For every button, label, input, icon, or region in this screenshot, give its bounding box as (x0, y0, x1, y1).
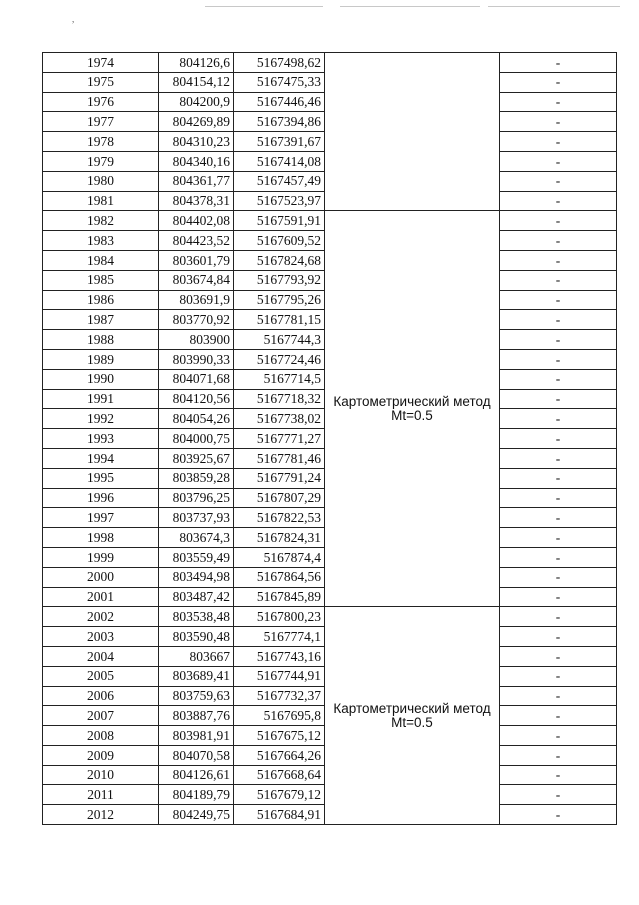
y-coordinate-cell: 5167732,37 (234, 686, 325, 706)
x-coordinate-cell: 803674,3 (159, 528, 234, 548)
accuracy-cell: - (500, 528, 617, 548)
accuracy-cell: - (500, 330, 617, 350)
accuracy-cell: - (500, 706, 617, 726)
x-coordinate-cell: 803667 (159, 646, 234, 666)
x-coordinate-cell: 803925,67 (159, 448, 234, 468)
y-coordinate-cell: 5167724,46 (234, 349, 325, 369)
y-coordinate-cell: 5167743,16 (234, 646, 325, 666)
x-coordinate-cell: 804340,16 (159, 151, 234, 171)
x-coordinate-cell: 803590,48 (159, 627, 234, 647)
y-coordinate-cell: 5167679,12 (234, 785, 325, 805)
x-coordinate-cell: 804000,75 (159, 429, 234, 449)
y-coordinate-cell: 5167744,91 (234, 666, 325, 686)
scan-edge-line (205, 6, 323, 7)
table-row (43, 607, 617, 627)
coordinates-table (42, 52, 617, 825)
accuracy-cell: - (500, 488, 617, 508)
accuracy-cell: - (500, 389, 617, 409)
x-coordinate-cell: 803770,92 (159, 310, 234, 330)
y-coordinate-cell: 5167391,67 (234, 132, 325, 152)
x-coordinate-cell: 804189,79 (159, 785, 234, 805)
point-number-cell: 1976 (43, 92, 159, 112)
x-coordinate-cell: 804269,89 (159, 112, 234, 132)
y-coordinate-cell: 5167791,24 (234, 468, 325, 488)
accuracy-cell: - (500, 369, 617, 389)
x-coordinate-cell: 804070,58 (159, 745, 234, 765)
y-coordinate-cell: 5167874,4 (234, 547, 325, 567)
x-coordinate-cell: 804423,52 (159, 231, 234, 251)
x-coordinate-cell: 803796,25 (159, 488, 234, 508)
accuracy-cell: - (500, 627, 617, 647)
point-number-cell: 1995 (43, 468, 159, 488)
y-coordinate-cell: 5167446,46 (234, 92, 325, 112)
x-coordinate-cell: 803674,84 (159, 270, 234, 290)
y-coordinate-cell: 5167414,08 (234, 151, 325, 171)
precision-label: Mt=0.5 (391, 714, 433, 730)
x-coordinate-cell: 803737,93 (159, 508, 234, 528)
point-number-cell: 2000 (43, 567, 159, 587)
x-coordinate-cell: 804154,12 (159, 72, 234, 92)
point-number-cell: 1990 (43, 369, 159, 389)
x-coordinate-cell: 803759,63 (159, 686, 234, 706)
point-number-cell: 1979 (43, 151, 159, 171)
table-row (43, 211, 617, 231)
point-number-cell: 1993 (43, 429, 159, 449)
x-coordinate-cell: 803601,79 (159, 250, 234, 270)
y-coordinate-cell: 5167824,68 (234, 250, 325, 270)
y-coordinate-cell: 5167523,97 (234, 191, 325, 211)
accuracy-cell: - (500, 191, 617, 211)
y-coordinate-cell: 5167695,8 (234, 706, 325, 726)
y-coordinate-cell: 5167793,92 (234, 270, 325, 290)
point-number-cell: 1999 (43, 547, 159, 567)
x-coordinate-cell: 803990,33 (159, 349, 234, 369)
y-coordinate-cell: 5167845,89 (234, 587, 325, 607)
accuracy-cell: - (500, 567, 617, 587)
scan-edge-line (340, 6, 480, 7)
method-cell (325, 607, 500, 825)
y-coordinate-cell: 5167864,56 (234, 567, 325, 587)
point-number-cell: 1997 (43, 508, 159, 528)
accuracy-cell: - (500, 53, 617, 73)
x-coordinate-cell: 804071,68 (159, 369, 234, 389)
x-coordinate-cell: 803859,28 (159, 468, 234, 488)
x-coordinate-cell: 804402,08 (159, 211, 234, 231)
x-coordinate-cell: 803494,98 (159, 567, 234, 587)
point-number-cell: 1996 (43, 488, 159, 508)
y-coordinate-cell: 5167675,12 (234, 726, 325, 746)
point-number-cell: 1981 (43, 191, 159, 211)
point-number-cell: 2012 (43, 805, 159, 825)
accuracy-cell: - (500, 805, 617, 825)
point-number-cell: 2005 (43, 666, 159, 686)
scan-edge-line (488, 6, 620, 7)
point-number-cell: 2011 (43, 785, 159, 805)
y-coordinate-cell: 5167394,86 (234, 112, 325, 132)
y-coordinate-cell: 5167744,3 (234, 330, 325, 350)
point-number-cell: 1988 (43, 330, 159, 350)
point-number-cell: 1984 (43, 250, 159, 270)
point-number-cell: 1987 (43, 310, 159, 330)
point-number-cell: 1983 (43, 231, 159, 251)
point-number-cell: 2002 (43, 607, 159, 627)
point-number-cell: 2003 (43, 627, 159, 647)
x-coordinate-cell: 803887,76 (159, 706, 234, 726)
accuracy-cell: - (500, 72, 617, 92)
point-number-cell: 2001 (43, 587, 159, 607)
x-coordinate-cell: 803487,42 (159, 587, 234, 607)
point-number-cell: 2007 (43, 706, 159, 726)
accuracy-cell: - (500, 151, 617, 171)
y-coordinate-cell: 5167718,32 (234, 389, 325, 409)
precision-label: Mt=0.5 (391, 407, 433, 423)
point-number-cell: 2008 (43, 726, 159, 746)
y-coordinate-cell: 5167684,91 (234, 805, 325, 825)
accuracy-cell: - (500, 211, 617, 231)
point-number-cell: 2004 (43, 646, 159, 666)
accuracy-cell: - (500, 765, 617, 785)
accuracy-cell: - (500, 270, 617, 290)
y-coordinate-cell: 5167591,91 (234, 211, 325, 231)
x-coordinate-cell: 804310,23 (159, 132, 234, 152)
x-coordinate-cell: 804378,31 (159, 191, 234, 211)
accuracy-cell: - (500, 745, 617, 765)
accuracy-cell: - (500, 726, 617, 746)
x-coordinate-cell: 803981,91 (159, 726, 234, 746)
accuracy-cell: - (500, 132, 617, 152)
y-coordinate-cell: 5167774,1 (234, 627, 325, 647)
x-coordinate-cell: 804120,56 (159, 389, 234, 409)
accuracy-cell: - (500, 646, 617, 666)
y-coordinate-cell: 5167475,33 (234, 72, 325, 92)
point-number-cell: 1980 (43, 171, 159, 191)
accuracy-cell: - (500, 607, 617, 627)
y-coordinate-cell: 5167822,53 (234, 508, 325, 528)
accuracy-cell: - (500, 349, 617, 369)
y-coordinate-cell: 5167714,5 (234, 369, 325, 389)
scan-mark: , (72, 14, 75, 24)
y-coordinate-cell: 5167498,62 (234, 53, 325, 73)
y-coordinate-cell: 5167457,49 (234, 171, 325, 191)
x-coordinate-cell: 804054,26 (159, 409, 234, 429)
y-coordinate-cell: 5167824,31 (234, 528, 325, 548)
y-coordinate-cell: 5167800,23 (234, 607, 325, 627)
point-number-cell: 1985 (43, 270, 159, 290)
accuracy-cell: - (500, 250, 617, 270)
point-number-cell: 2010 (43, 765, 159, 785)
accuracy-cell: - (500, 587, 617, 607)
accuracy-cell: - (500, 508, 617, 528)
x-coordinate-cell: 804200,9 (159, 92, 234, 112)
table-row (43, 53, 617, 73)
y-coordinate-cell: 5167738,02 (234, 409, 325, 429)
x-coordinate-cell: 803689,41 (159, 666, 234, 686)
point-number-cell: 1974 (43, 53, 159, 73)
accuracy-cell: - (500, 290, 617, 310)
point-number-cell: 1998 (43, 528, 159, 548)
method-label: Картометрический метод (333, 394, 491, 410)
point-number-cell: 1982 (43, 211, 159, 231)
x-coordinate-cell: 803559,49 (159, 547, 234, 567)
point-number-cell: 1994 (43, 448, 159, 468)
accuracy-cell: - (500, 785, 617, 805)
point-number-cell: 1989 (43, 349, 159, 369)
y-coordinate-cell: 5167609,52 (234, 231, 325, 251)
y-coordinate-cell: 5167807,29 (234, 488, 325, 508)
y-coordinate-cell: 5167664,26 (234, 745, 325, 765)
point-number-cell: 1975 (43, 72, 159, 92)
accuracy-cell: - (500, 686, 617, 706)
y-coordinate-cell: 5167781,46 (234, 448, 325, 468)
x-coordinate-cell: 803538,48 (159, 607, 234, 627)
y-coordinate-cell: 5167795,26 (234, 290, 325, 310)
y-coordinate-cell: 5167781,15 (234, 310, 325, 330)
accuracy-cell: - (500, 448, 617, 468)
accuracy-cell: - (500, 547, 617, 567)
accuracy-cell: - (500, 409, 617, 429)
point-number-cell: 1991 (43, 389, 159, 409)
x-coordinate-cell: 803900 (159, 330, 234, 350)
y-coordinate-cell: 5167771,27 (234, 429, 325, 449)
y-coordinate-cell: 5167668,64 (234, 765, 325, 785)
x-coordinate-cell: 803691,9 (159, 290, 234, 310)
accuracy-cell: - (500, 112, 617, 132)
method-cell (325, 211, 500, 607)
point-number-cell: 1978 (43, 132, 159, 152)
point-number-cell: 1992 (43, 409, 159, 429)
accuracy-cell: - (500, 429, 617, 449)
point-number-cell: 1986 (43, 290, 159, 310)
point-number-cell: 2006 (43, 686, 159, 706)
accuracy-cell: - (500, 171, 617, 191)
x-coordinate-cell: 804126,6 (159, 53, 234, 73)
x-coordinate-cell: 804126,61 (159, 765, 234, 785)
point-number-cell: 1977 (43, 112, 159, 132)
x-coordinate-cell: 804361,77 (159, 171, 234, 191)
accuracy-cell: - (500, 310, 617, 330)
accuracy-cell: - (500, 468, 617, 488)
x-coordinate-cell: 804249,75 (159, 805, 234, 825)
accuracy-cell: - (500, 666, 617, 686)
coordinates-table-body (43, 53, 617, 825)
accuracy-cell: - (500, 92, 617, 112)
method-cell (325, 53, 500, 211)
point-number-cell: 2009 (43, 745, 159, 765)
method-label: Картометрический метод (333, 701, 491, 717)
accuracy-cell: - (500, 231, 617, 251)
